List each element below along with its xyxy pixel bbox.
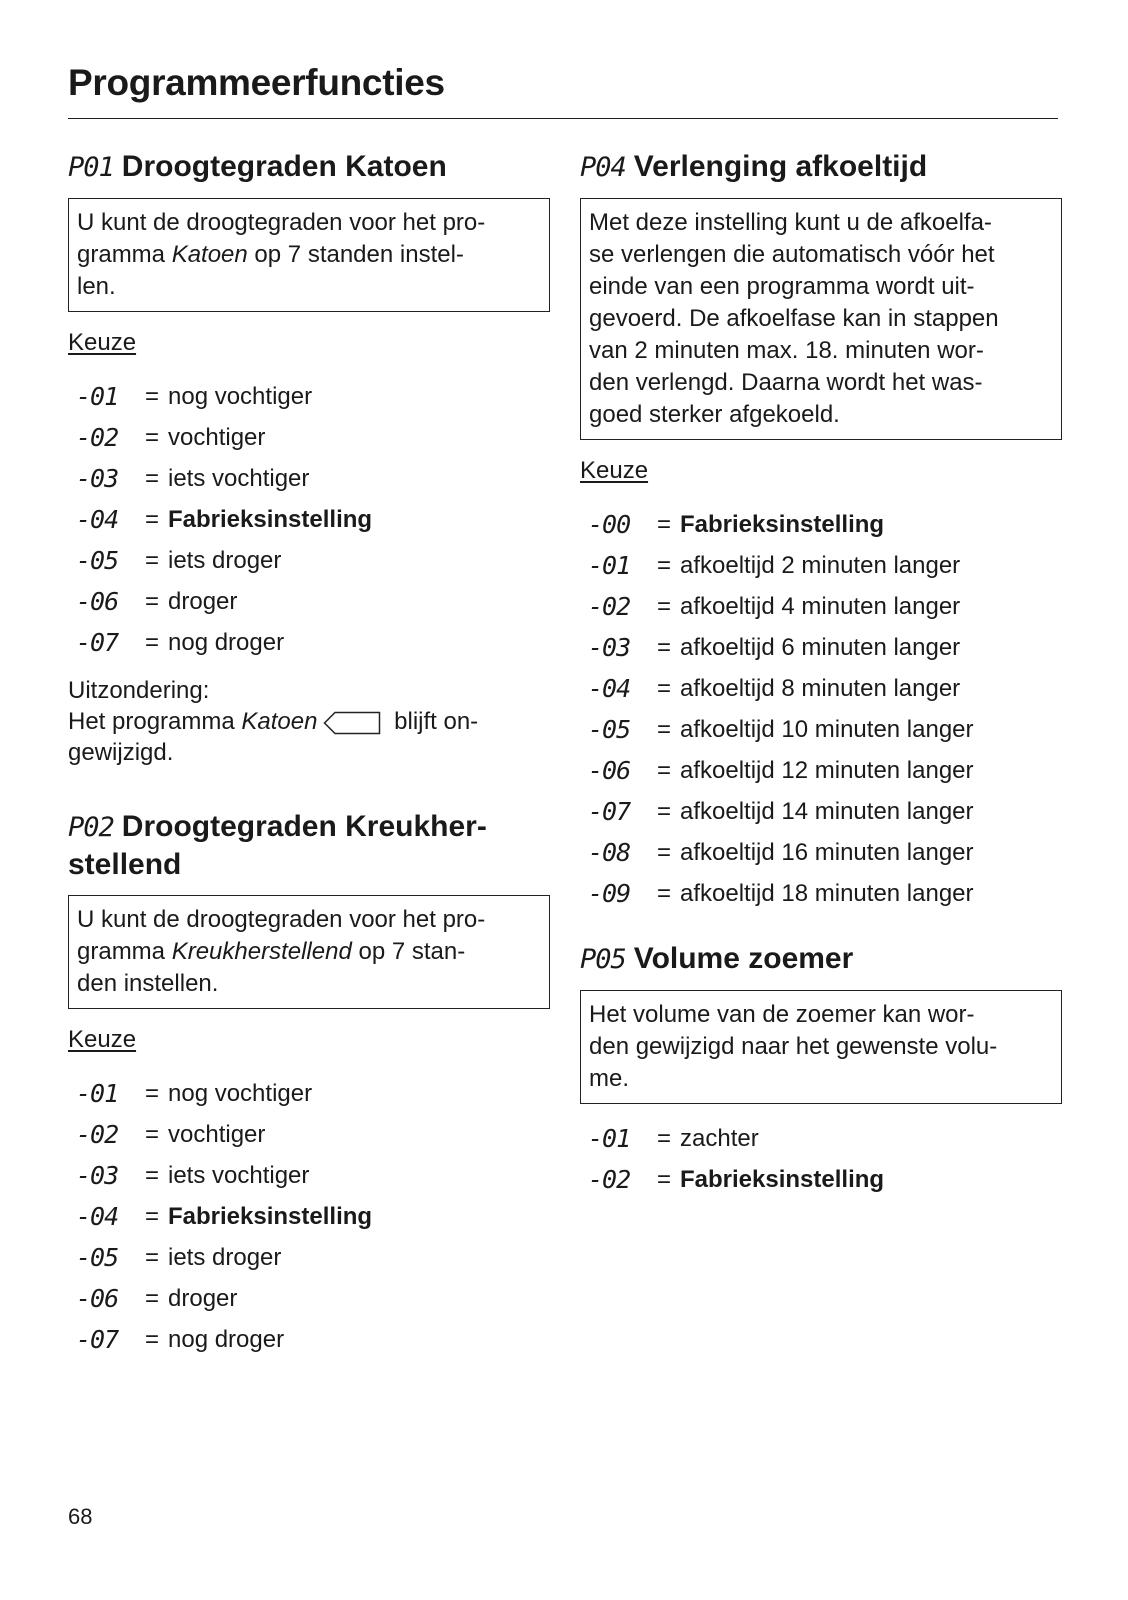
info-text: gramma (77, 241, 172, 268)
section-p01-exception (68, 675, 550, 768)
info-text: op 7 stan- (351, 938, 466, 965)
option-label: afkoeltijd 16 minuten langer (680, 838, 974, 866)
option-equals: = (656, 1124, 671, 1152)
option-label: nog droger (168, 628, 285, 656)
option-value: -01 (76, 1079, 119, 1108)
option-equals: = (144, 1284, 159, 1312)
option-equals: = (144, 423, 159, 451)
option-value: -01 (76, 382, 119, 411)
option-label: vochtiger (168, 1120, 266, 1148)
section-p05-title: Volume zoemer (633, 942, 854, 975)
info-text: gramma (77, 938, 172, 965)
page-number: 68 (68, 1504, 93, 1529)
info-line: len. (77, 273, 116, 300)
info-line: den instellen. (77, 970, 219, 997)
heading-line: stellend (68, 848, 182, 881)
option-value: -04 (588, 674, 631, 703)
option-equals: = (144, 628, 159, 656)
exception-line: gewijzigd. (68, 739, 174, 766)
option-row (580, 750, 1062, 791)
section-p04 (580, 148, 1062, 914)
section-p02-title: Droogtegraden Kreukher- (121, 810, 487, 843)
option-value: -08 (588, 838, 631, 867)
option-equals: = (144, 1161, 159, 1189)
option-label: nog vochtiger (168, 382, 313, 410)
option-value: -07 (76, 628, 119, 657)
page-title: Programmeerfuncties (68, 62, 445, 103)
option-row (580, 545, 1062, 586)
option-equals: = (144, 546, 159, 574)
option-label: afkoeltijd 6 minuten langer (680, 633, 961, 661)
option-row (68, 458, 550, 499)
option-label: afkoeltijd 10 minuten langer (680, 715, 974, 743)
section-p04-heading (580, 148, 1062, 186)
option-value: -06 (76, 1284, 119, 1313)
option-label: droger (168, 1284, 238, 1312)
exception-program-name: Katoen (241, 708, 318, 735)
option-value: -00 (588, 510, 631, 539)
option-equals: = (144, 505, 159, 533)
option-value: -02 (588, 592, 631, 621)
option-label: afkoeltijd 12 minuten langer (680, 756, 974, 784)
program-symbol-icon (323, 711, 381, 735)
option-label: afkoeltijd 14 minuten langer (680, 797, 974, 825)
section-p05-heading (580, 940, 1062, 978)
option-label: Fabrieksinstelling (680, 510, 885, 538)
option-row (68, 1319, 550, 1360)
section-p05-options (580, 1118, 1062, 1200)
info-line: Met deze instelling kunt u de afkoelfa- (589, 209, 992, 236)
section-p01-code: P01 (68, 152, 114, 183)
option-value: -01 (588, 551, 631, 580)
option-row (68, 1155, 550, 1196)
section-p01-keuze-label: Keuze (68, 329, 137, 356)
info-program-name: Kreukherstellend (171, 938, 352, 965)
option-value: -03 (76, 464, 119, 493)
option-value: -03 (588, 633, 631, 662)
option-value: -03 (76, 1161, 119, 1190)
option-row (68, 540, 550, 581)
right-column (580, 148, 1062, 1200)
option-label: Fabrieksinstelling (168, 505, 373, 533)
option-equals: = (144, 1120, 159, 1148)
option-equals: = (144, 1243, 159, 1271)
section-p05-info-box (580, 990, 1062, 1104)
option-value: -06 (588, 756, 631, 785)
option-row (580, 668, 1062, 709)
section-p01-options (68, 376, 550, 663)
option-row (68, 1237, 550, 1278)
section-p02-heading (68, 808, 550, 883)
option-equals: = (656, 756, 671, 784)
section-p04-code: P04 (580, 152, 626, 183)
option-row (68, 581, 550, 622)
option-row (580, 504, 1062, 545)
option-row (580, 1118, 1062, 1159)
option-value: -07 (76, 1325, 119, 1354)
option-equals: = (656, 510, 671, 538)
option-row (68, 1073, 550, 1114)
option-label: afkoeltijd 4 minuten langer (680, 592, 961, 620)
option-equals: = (656, 551, 671, 579)
option-value: -02 (76, 423, 119, 452)
option-equals: = (144, 382, 159, 410)
option-label: Fabrieksinstelling (680, 1165, 885, 1193)
option-equals: = (144, 587, 159, 615)
option-row (580, 1159, 1062, 1200)
option-value: -01 (588, 1124, 631, 1153)
option-equals: = (144, 1325, 159, 1353)
option-row (68, 417, 550, 458)
option-equals: = (656, 592, 671, 620)
option-label: droger (168, 587, 238, 615)
section-p01-heading (68, 148, 550, 186)
option-equals: = (656, 1165, 671, 1193)
option-equals: = (144, 1079, 159, 1107)
option-label: iets vochtiger (168, 1161, 310, 1189)
section-p02 (68, 808, 550, 1360)
option-equals: = (656, 797, 671, 825)
info-line: Het volume van de zoemer kan wor- (589, 1001, 975, 1028)
info-line: goed sterker afgekoeld. (589, 401, 840, 428)
section-p01 (68, 148, 550, 768)
option-value: -07 (588, 797, 631, 826)
option-row (580, 627, 1062, 668)
option-equals: = (656, 633, 671, 661)
option-value: -04 (76, 1202, 119, 1231)
option-label: iets droger (168, 1243, 282, 1271)
option-value: -09 (588, 879, 631, 908)
option-label: afkoeltijd 18 minuten langer (680, 879, 974, 907)
option-label: Fabrieksinstelling (168, 1202, 373, 1230)
option-label: afkoeltijd 8 minuten langer (680, 674, 961, 702)
info-line: gevoerd. De afkoelfase kan in stappen (589, 305, 999, 332)
info-line: U kunt de droogtegraden voor het pro- (77, 906, 486, 933)
option-value: -06 (76, 587, 119, 616)
option-row (580, 709, 1062, 750)
option-label: zachter (680, 1124, 759, 1152)
option-equals: = (656, 879, 671, 907)
exception-text: blijft on- (387, 708, 479, 735)
option-equals: = (656, 715, 671, 743)
section-p02-keuze-label: Keuze (68, 1026, 137, 1053)
exception-line (68, 706, 550, 737)
exception-text: Het programma (68, 708, 242, 735)
section-p01-info-box (68, 198, 550, 312)
section-p04-info-box (580, 198, 1062, 440)
info-text: op 7 standen instel- (247, 241, 464, 268)
option-row (68, 376, 550, 417)
option-equals: = (144, 464, 159, 492)
section-p04-title: Verlenging afkoeltijd (633, 150, 928, 183)
option-label: iets droger (168, 546, 282, 574)
option-equals: = (144, 1202, 159, 1230)
option-value: -02 (588, 1165, 631, 1194)
heading-line (68, 808, 550, 846)
option-label: nog droger (168, 1325, 285, 1353)
section-p01-title: Droogtegraden Katoen (121, 150, 447, 183)
option-row (580, 832, 1062, 873)
option-value: -02 (76, 1120, 119, 1149)
section-p02-code: P02 (68, 812, 114, 843)
option-equals: = (656, 838, 671, 866)
left-column (68, 148, 550, 1360)
option-row (68, 622, 550, 663)
option-row (68, 499, 550, 540)
info-line: U kunt de droogtegraden voor het pro- (77, 209, 486, 236)
section-p05 (580, 940, 1062, 1200)
option-row (580, 791, 1062, 832)
option-row (580, 586, 1062, 627)
option-value: -05 (76, 546, 119, 575)
section-p05-code: P05 (580, 944, 626, 975)
section-p04-options (580, 504, 1062, 914)
info-line: van 2 minuten max. 18. minuten wor- (589, 337, 984, 364)
option-value: -04 (76, 505, 119, 534)
section-p04-keuze-label: Keuze (580, 457, 649, 484)
option-row (580, 873, 1062, 914)
info-line: einde van een programma wordt uit- (589, 273, 975, 300)
option-value: -05 (588, 715, 631, 744)
info-line: den verlengd. Daarna wordt het was- (589, 369, 983, 396)
option-value: -05 (76, 1243, 119, 1272)
title-divider (68, 118, 1058, 119)
info-line: me. (589, 1065, 630, 1092)
option-row (68, 1196, 550, 1237)
info-line (77, 936, 541, 968)
exception-heading: Uitzondering: (68, 677, 210, 704)
section-p02-options (68, 1073, 550, 1360)
option-label: iets vochtiger (168, 464, 310, 492)
info-line (77, 239, 541, 271)
option-row (68, 1114, 550, 1155)
info-program-name: Katoen (171, 241, 248, 268)
info-line: den gewijzigd naar het gewenste volu- (589, 1033, 998, 1060)
info-line: se verlengen die automatisch vóór het (589, 241, 995, 268)
option-label: afkoeltijd 2 minuten langer (680, 551, 961, 579)
option-label: vochtiger (168, 423, 266, 451)
option-label: nog vochtiger (168, 1079, 313, 1107)
option-row (68, 1278, 550, 1319)
section-p02-info-box (68, 895, 550, 1009)
option-equals: = (656, 674, 671, 702)
